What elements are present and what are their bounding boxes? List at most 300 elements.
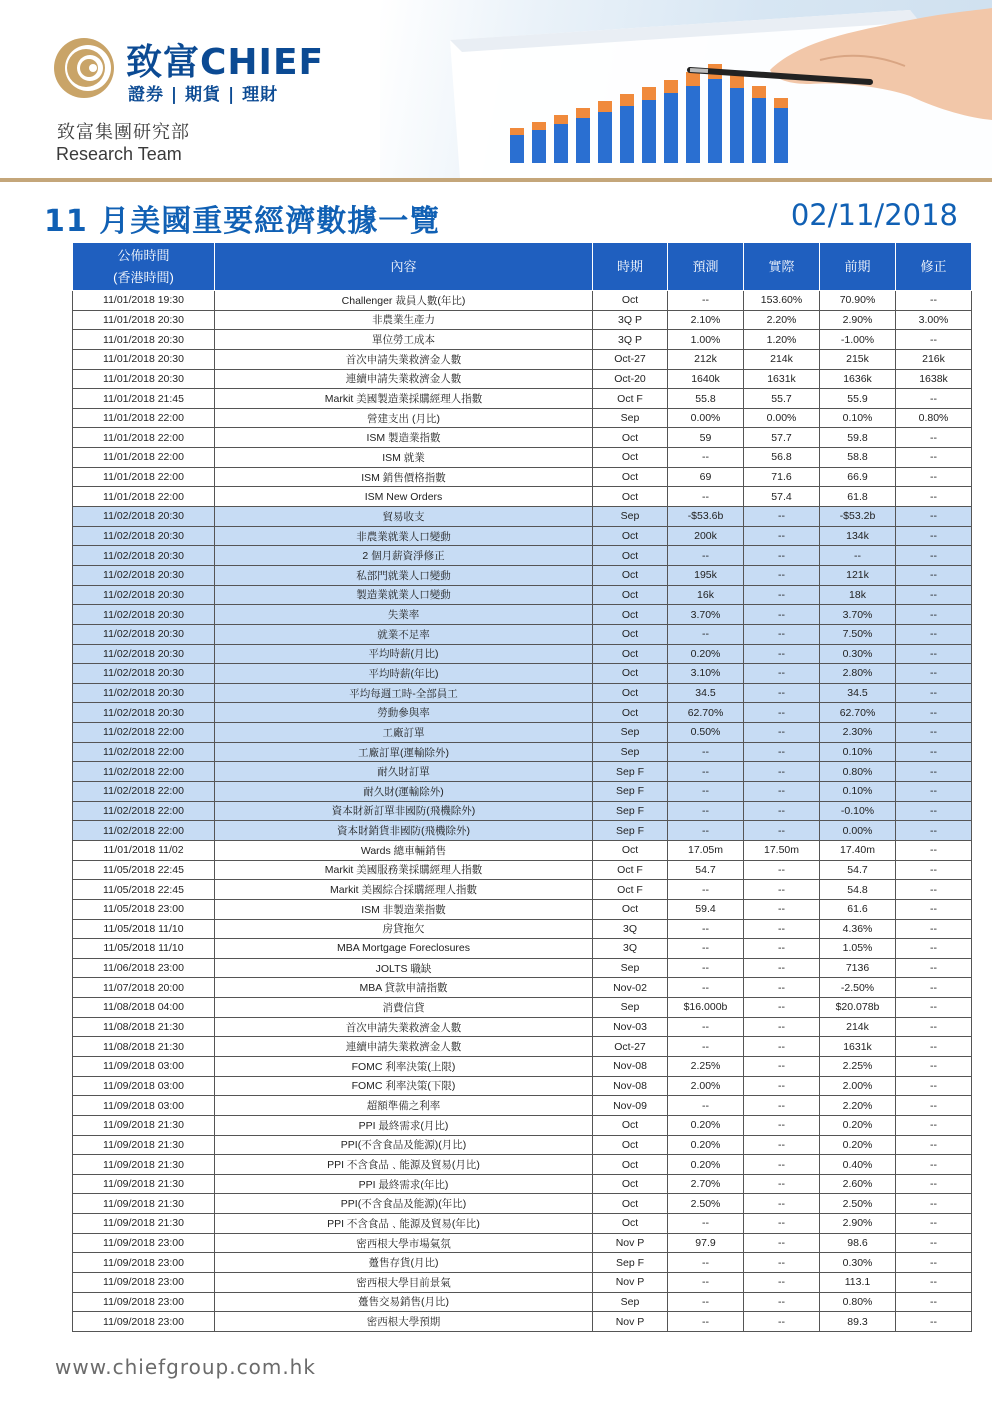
cell-time: 11/02/2018 20:30 (73, 703, 215, 723)
cell-prior: 0.40% (820, 1155, 896, 1175)
cell-time: 11/02/2018 22:00 (73, 762, 215, 782)
cell-time: 11/02/2018 22:00 (73, 821, 215, 841)
cell-time: 11/02/2018 22:00 (73, 782, 215, 802)
cell-prior: 3.70% (820, 605, 896, 625)
cell-prior: 0.30% (820, 644, 896, 664)
table-row (73, 742, 972, 762)
cell-forecast: 2.00% (668, 1076, 744, 1096)
table-row (73, 958, 972, 978)
cell-forecast: -- (668, 978, 744, 998)
cell-time: 11/02/2018 20:30 (73, 565, 215, 585)
table-row (73, 1155, 972, 1175)
cell-period: Oct (593, 428, 668, 448)
cell-period: Sep (593, 742, 668, 762)
cell-prior: 0.80% (820, 762, 896, 782)
cell-actual: -- (744, 723, 820, 743)
table-row (73, 1273, 972, 1293)
cell-actual: -- (744, 1076, 820, 1096)
cell-revised: -- (896, 467, 972, 487)
table-row (73, 1056, 972, 1076)
cell-prior: 215k (820, 349, 896, 369)
table-row (73, 487, 972, 507)
cell-content: 2 個月薪資淨修正 (215, 546, 593, 566)
table-row (73, 565, 972, 585)
table-row (73, 1135, 972, 1155)
cell-period: Oct-27 (593, 1037, 668, 1057)
cell-forecast: 0.20% (668, 1155, 744, 1175)
cell-forecast: 16k (668, 585, 744, 605)
cell-revised: -- (896, 742, 972, 762)
cell-prior: 55.9 (820, 389, 896, 409)
cell-content: 單位勞工成本 (215, 330, 593, 350)
cell-revised: -- (896, 1253, 972, 1273)
cell-period: Oct-27 (593, 349, 668, 369)
cell-prior: 4.36% (820, 919, 896, 939)
cell-content: ISM New Orders (215, 487, 593, 507)
cell-forecast: 62.70% (668, 703, 744, 723)
cell-time: 11/05/2018 11/10 (73, 939, 215, 959)
cell-time: 11/05/2018 22:45 (73, 860, 215, 880)
cell-revised: -- (896, 1292, 972, 1312)
cell-actual: -- (744, 565, 820, 585)
cell-content: Wards 總車輛銷售 (215, 840, 593, 860)
cell-period: Nov-08 (593, 1076, 668, 1096)
cell-period: 3Q (593, 939, 668, 959)
cell-content: 首次申請失業救濟金人數 (215, 1017, 593, 1037)
cell-revised: -- (896, 1273, 972, 1293)
cell-revised: -- (896, 919, 972, 939)
cell-actual: -- (744, 801, 820, 821)
table-row (73, 624, 972, 644)
cell-revised: -- (896, 507, 972, 527)
cell-period: Oct (593, 546, 668, 566)
cell-content: 資本財銷貨非國防(飛機除外) (215, 821, 593, 841)
table-row (73, 1037, 972, 1057)
cell-forecast: 59 (668, 428, 744, 448)
cell-forecast: 212k (668, 349, 744, 369)
cell-actual: 56.8 (744, 448, 820, 468)
cell-time: 11/01/2018 22:00 (73, 408, 215, 428)
cell-prior: 0.20% (820, 1115, 896, 1135)
cell-period: Oct (593, 448, 668, 468)
cell-period: Sep (593, 958, 668, 978)
cell-revised: -- (896, 291, 972, 311)
cell-revised: -- (896, 1174, 972, 1194)
cell-period: Oct (593, 291, 668, 311)
cell-content: 首次申請失業救濟金人數 (215, 349, 593, 369)
cell-time: 11/02/2018 22:00 (73, 742, 215, 762)
cell-forecast: 0.50% (668, 723, 744, 743)
cell-actual: -- (744, 939, 820, 959)
cell-period: Oct (593, 565, 668, 585)
cell-content: ISM 就業 (215, 448, 593, 468)
cell-actual: -- (744, 1312, 820, 1332)
cell-time: 11/07/2018 20:00 (73, 978, 215, 998)
cell-revised: -- (896, 1155, 972, 1175)
cell-prior: 0.10% (820, 782, 896, 802)
cell-period: Oct (593, 585, 668, 605)
cell-content: FOMC 利率決策(下限) (215, 1076, 593, 1096)
cell-content: 工廠訂單(運輸除外) (215, 742, 593, 762)
cell-actual: -- (744, 1233, 820, 1253)
brand-name: 致富CHIEF (126, 42, 325, 83)
cell-period: Oct (593, 487, 668, 507)
cell-revised: -- (896, 840, 972, 860)
table-row (73, 467, 972, 487)
cell-prior: 2.90% (820, 1214, 896, 1234)
cell-period: Oct (593, 1115, 668, 1135)
cell-time: 11/01/2018 20:30 (73, 369, 215, 389)
cell-period: Sep F (593, 1253, 668, 1273)
table-row (73, 389, 972, 409)
cell-period: Oct (593, 1194, 668, 1214)
table-row (73, 349, 972, 369)
cell-prior: 70.90% (820, 291, 896, 311)
table-row (73, 448, 972, 468)
cell-period: Nov-09 (593, 1096, 668, 1116)
cell-prior: 0.10% (820, 408, 896, 428)
cell-period: Sep F (593, 801, 668, 821)
cell-time: 11/01/2018 22:00 (73, 428, 215, 448)
cell-content: 營建支出 (月比) (215, 408, 593, 428)
cell-forecast: -- (668, 1096, 744, 1116)
cell-revised: 0.80% (896, 408, 972, 428)
cell-content: Markit 美國綜合採購經理人指數 (215, 880, 593, 900)
cell-content: 連續申請失業救濟金人數 (215, 369, 593, 389)
cell-actual: 0.00% (744, 408, 820, 428)
cell-actual: 153.60% (744, 291, 820, 311)
cell-actual: -- (744, 683, 820, 703)
col-time-header: 公佈時間 (香港時間) (73, 243, 215, 291)
cell-prior: -1.00% (820, 330, 896, 350)
cell-content: 貿易收支 (215, 507, 593, 527)
cell-period: 3Q P (593, 330, 668, 350)
cell-prior: 0.10% (820, 742, 896, 762)
cell-prior: 2.80% (820, 664, 896, 684)
cell-actual: -- (744, 998, 820, 1018)
cell-content: Challenger 裁員人數(年比) (215, 291, 593, 311)
table-row (73, 703, 972, 723)
cell-actual: -- (744, 1273, 820, 1293)
table-row (73, 546, 972, 566)
cell-prior: -2.50% (820, 978, 896, 998)
cell-revised: 3.00% (896, 310, 972, 330)
cell-actual: -- (744, 978, 820, 998)
cell-time: 11/01/2018 22:00 (73, 467, 215, 487)
cell-content: 非農業就業人口變動 (215, 526, 593, 546)
cell-prior: 2.00% (820, 1076, 896, 1096)
table-row (73, 369, 972, 389)
cell-forecast: -- (668, 958, 744, 978)
table-row (73, 1017, 972, 1037)
table-row (73, 978, 972, 998)
cell-period: Oct (593, 605, 668, 625)
cell-time: 11/01/2018 11/02 (73, 840, 215, 860)
cell-actual: -- (744, 1017, 820, 1037)
cell-revised: -- (896, 899, 972, 919)
cell-prior: 62.70% (820, 703, 896, 723)
cell-period: Oct (593, 703, 668, 723)
cell-time: 11/09/2018 03:00 (73, 1076, 215, 1096)
cell-actual: -- (744, 1155, 820, 1175)
department-cn: 致富集團研究部 (57, 122, 190, 143)
cell-actual: -- (744, 1292, 820, 1312)
cell-prior: 2.30% (820, 723, 896, 743)
cell-content: 消費信貸 (215, 998, 593, 1018)
cell-revised: -- (896, 1037, 972, 1057)
cell-content: 私部門就業人口變動 (215, 565, 593, 585)
cell-time: 11/08/2018 21:30 (73, 1037, 215, 1057)
cell-forecast: -- (668, 742, 744, 762)
table-row (73, 526, 972, 546)
cell-forecast: -- (668, 1292, 744, 1312)
cell-prior: 66.9 (820, 467, 896, 487)
cell-period: 3Q (593, 919, 668, 939)
cell-actual: -- (744, 624, 820, 644)
cell-forecast: 55.8 (668, 389, 744, 409)
cell-forecast: -- (668, 782, 744, 802)
cell-content: PPI 最終需求(月比) (215, 1115, 593, 1135)
cell-revised: -- (896, 801, 972, 821)
cell-content: 耐久財(運輸除外) (215, 782, 593, 802)
cell-time: 11/01/2018 22:00 (73, 448, 215, 468)
cell-revised: -- (896, 1096, 972, 1116)
cell-actual: 17.50m (744, 840, 820, 860)
table-row (73, 1194, 972, 1214)
cell-revised: -- (896, 565, 972, 585)
cell-time: 11/09/2018 23:00 (73, 1292, 215, 1312)
cell-prior: -$53.2b (820, 507, 896, 527)
cell-period: Nov-03 (593, 1017, 668, 1037)
cell-forecast: -- (668, 1037, 744, 1057)
cell-actual: -- (744, 1056, 820, 1076)
cell-time: 11/09/2018 23:00 (73, 1312, 215, 1332)
cell-forecast: -- (668, 1017, 744, 1037)
table-row (73, 664, 972, 684)
cell-time: 11/06/2018 23:00 (73, 958, 215, 978)
table-row (73, 683, 972, 703)
cell-period: Sep F (593, 762, 668, 782)
cell-revised: -- (896, 1312, 972, 1332)
cell-revised: -- (896, 605, 972, 625)
table-row (73, 1233, 972, 1253)
cell-forecast: -- (668, 546, 744, 566)
table-row (73, 880, 972, 900)
cell-revised: -- (896, 585, 972, 605)
cell-period: 3Q P (593, 310, 668, 330)
cell-revised: -- (896, 428, 972, 448)
cell-prior: 2.25% (820, 1056, 896, 1076)
cell-prior: 18k (820, 585, 896, 605)
cell-forecast: -- (668, 1312, 744, 1332)
cell-forecast: 1640k (668, 369, 744, 389)
cell-revised: 216k (896, 349, 972, 369)
cell-forecast: $16.000b (668, 998, 744, 1018)
cell-content: 平均時薪(月比) (215, 644, 593, 664)
cell-prior: 1636k (820, 369, 896, 389)
cell-actual: -- (744, 526, 820, 546)
table-row (73, 762, 972, 782)
table-row (73, 801, 972, 821)
cell-revised: -- (896, 703, 972, 723)
cell-content: 平均每週工時-全部員工 (215, 683, 593, 703)
cell-revised: -- (896, 389, 972, 409)
cell-time: 11/09/2018 23:00 (73, 1273, 215, 1293)
cell-forecast: 34.5 (668, 683, 744, 703)
cell-period: Oct (593, 644, 668, 664)
cell-time: 11/01/2018 20:30 (73, 310, 215, 330)
cell-content: Markit 美國製造業採購經理人指數 (215, 389, 593, 409)
cell-period: Oct (593, 683, 668, 703)
cell-revised: -- (896, 644, 972, 664)
cell-forecast: -- (668, 939, 744, 959)
cell-content: 密西根大學預期 (215, 1312, 593, 1332)
cell-time: 11/01/2018 21:45 (73, 389, 215, 409)
cell-period: Oct (593, 526, 668, 546)
cell-period: Oct (593, 840, 668, 860)
cell-prior: 2.90% (820, 310, 896, 330)
cell-time: 11/02/2018 20:30 (73, 546, 215, 566)
cell-revised: -- (896, 330, 972, 350)
cell-prior: 1631k (820, 1037, 896, 1057)
cell-revised: -- (896, 487, 972, 507)
cell-revised: -- (896, 1233, 972, 1253)
cell-period: Oct F (593, 880, 668, 900)
cell-actual: -- (744, 1194, 820, 1214)
cell-actual: 71.6 (744, 467, 820, 487)
cell-forecast: -- (668, 624, 744, 644)
cell-period: Sep F (593, 782, 668, 802)
footer-url[interactable]: www.chiefgroup.com.hk (55, 1355, 316, 1379)
cell-prior: 1.05% (820, 939, 896, 959)
cell-content: ISM 銷售價格指數 (215, 467, 593, 487)
cell-prior: 7136 (820, 958, 896, 978)
economic-data-table (72, 242, 971, 1332)
cell-forecast: 0.00% (668, 408, 744, 428)
cell-period: Oct (593, 1174, 668, 1194)
cell-revised: -- (896, 1135, 972, 1155)
department-en: Research Team (56, 144, 182, 164)
cell-forecast: 97.9 (668, 1233, 744, 1253)
cell-time: 11/01/2018 20:30 (73, 330, 215, 350)
cell-content: PPI 最終需求(年比) (215, 1174, 593, 1194)
cell-actual: -- (744, 585, 820, 605)
cell-forecast: -- (668, 1214, 744, 1234)
cell-content: ISM 製造業指數 (215, 428, 593, 448)
cell-actual: 1631k (744, 369, 820, 389)
cell-actual: 1.20% (744, 330, 820, 350)
cell-content: Markit 美國服務業採購經理人指數 (215, 860, 593, 880)
cell-revised: 1638k (896, 369, 972, 389)
table-row (73, 644, 972, 664)
cell-forecast: 3.70% (668, 605, 744, 625)
cell-content: PPI(不含食品及能源)(年比) (215, 1194, 593, 1214)
cell-revised: -- (896, 958, 972, 978)
cell-actual: -- (744, 1096, 820, 1116)
table-header-row (73, 243, 972, 291)
cell-actual: -- (744, 664, 820, 684)
table-row (73, 1174, 972, 1194)
cell-period: Oct (593, 1214, 668, 1234)
table-row (73, 860, 972, 880)
table-row (73, 428, 972, 448)
cell-forecast: -- (668, 487, 744, 507)
cell-content: 非農業生產力 (215, 310, 593, 330)
cell-revised: -- (896, 1115, 972, 1135)
cell-actual: -- (744, 507, 820, 527)
cell-time: 11/09/2018 23:00 (73, 1253, 215, 1273)
cell-time: 11/02/2018 22:00 (73, 723, 215, 743)
cell-time: 11/02/2018 20:30 (73, 664, 215, 684)
cell-actual: -- (744, 703, 820, 723)
cell-time: 11/01/2018 20:30 (73, 349, 215, 369)
cell-prior: -- (820, 546, 896, 566)
cell-time: 11/02/2018 22:00 (73, 801, 215, 821)
cell-time: 11/02/2018 20:30 (73, 624, 215, 644)
cell-period: Oct (593, 1135, 668, 1155)
cell-time: 11/02/2018 20:30 (73, 605, 215, 625)
cell-prior: 2.60% (820, 1174, 896, 1194)
cell-prior: 0.80% (820, 1292, 896, 1312)
table-row (73, 291, 972, 311)
cell-period: Oct (593, 624, 668, 644)
cell-revised: -- (896, 723, 972, 743)
cell-forecast: 195k (668, 565, 744, 585)
cell-actual: -- (744, 821, 820, 841)
cell-prior: 17.40m (820, 840, 896, 860)
cell-actual: -- (744, 762, 820, 782)
table-row (73, 723, 972, 743)
cell-forecast: 2.50% (668, 1194, 744, 1214)
cell-time: 11/09/2018 21:30 (73, 1194, 215, 1214)
chief-swirl-logo-icon (52, 36, 116, 100)
hand-pen-bar-chart-illustration-icon (440, 0, 992, 178)
cell-revised: -- (896, 624, 972, 644)
table-row (73, 782, 972, 802)
table-row (73, 1253, 972, 1273)
col-actual-header: 實際 (744, 243, 820, 291)
cell-period: Nov-08 (593, 1056, 668, 1076)
brand-tagline: 證券 | 期貨 | 理財 (128, 85, 279, 105)
cell-period: Sep (593, 723, 668, 743)
cell-prior: 134k (820, 526, 896, 546)
cell-time: 11/09/2018 21:30 (73, 1135, 215, 1155)
cell-period: Oct (593, 1155, 668, 1175)
cell-actual: -- (744, 1115, 820, 1135)
cell-content: 躉售存貨(月比) (215, 1253, 593, 1273)
cell-period: Oct (593, 467, 668, 487)
cell-time: 11/01/2018 22:00 (73, 487, 215, 507)
cell-revised: -- (896, 1056, 972, 1076)
cell-prior: 58.8 (820, 448, 896, 468)
table-row (73, 821, 972, 841)
cell-content: MBA 貸款申請指數 (215, 978, 593, 998)
table-row (73, 939, 972, 959)
cell-period: Sep (593, 507, 668, 527)
cell-period: Oct (593, 664, 668, 684)
cell-actual: -- (744, 899, 820, 919)
cell-content: MBA Mortgage Foreclosures (215, 939, 593, 959)
cell-content: 製造業就業人口變動 (215, 585, 593, 605)
cell-prior: 89.3 (820, 1312, 896, 1332)
cell-forecast: 1.00% (668, 330, 744, 350)
cell-forecast: 200k (668, 526, 744, 546)
table-row (73, 1115, 972, 1135)
cell-prior: 214k (820, 1017, 896, 1037)
table-row (73, 310, 972, 330)
cell-content: 耐久財訂單 (215, 762, 593, 782)
cell-revised: -- (896, 448, 972, 468)
